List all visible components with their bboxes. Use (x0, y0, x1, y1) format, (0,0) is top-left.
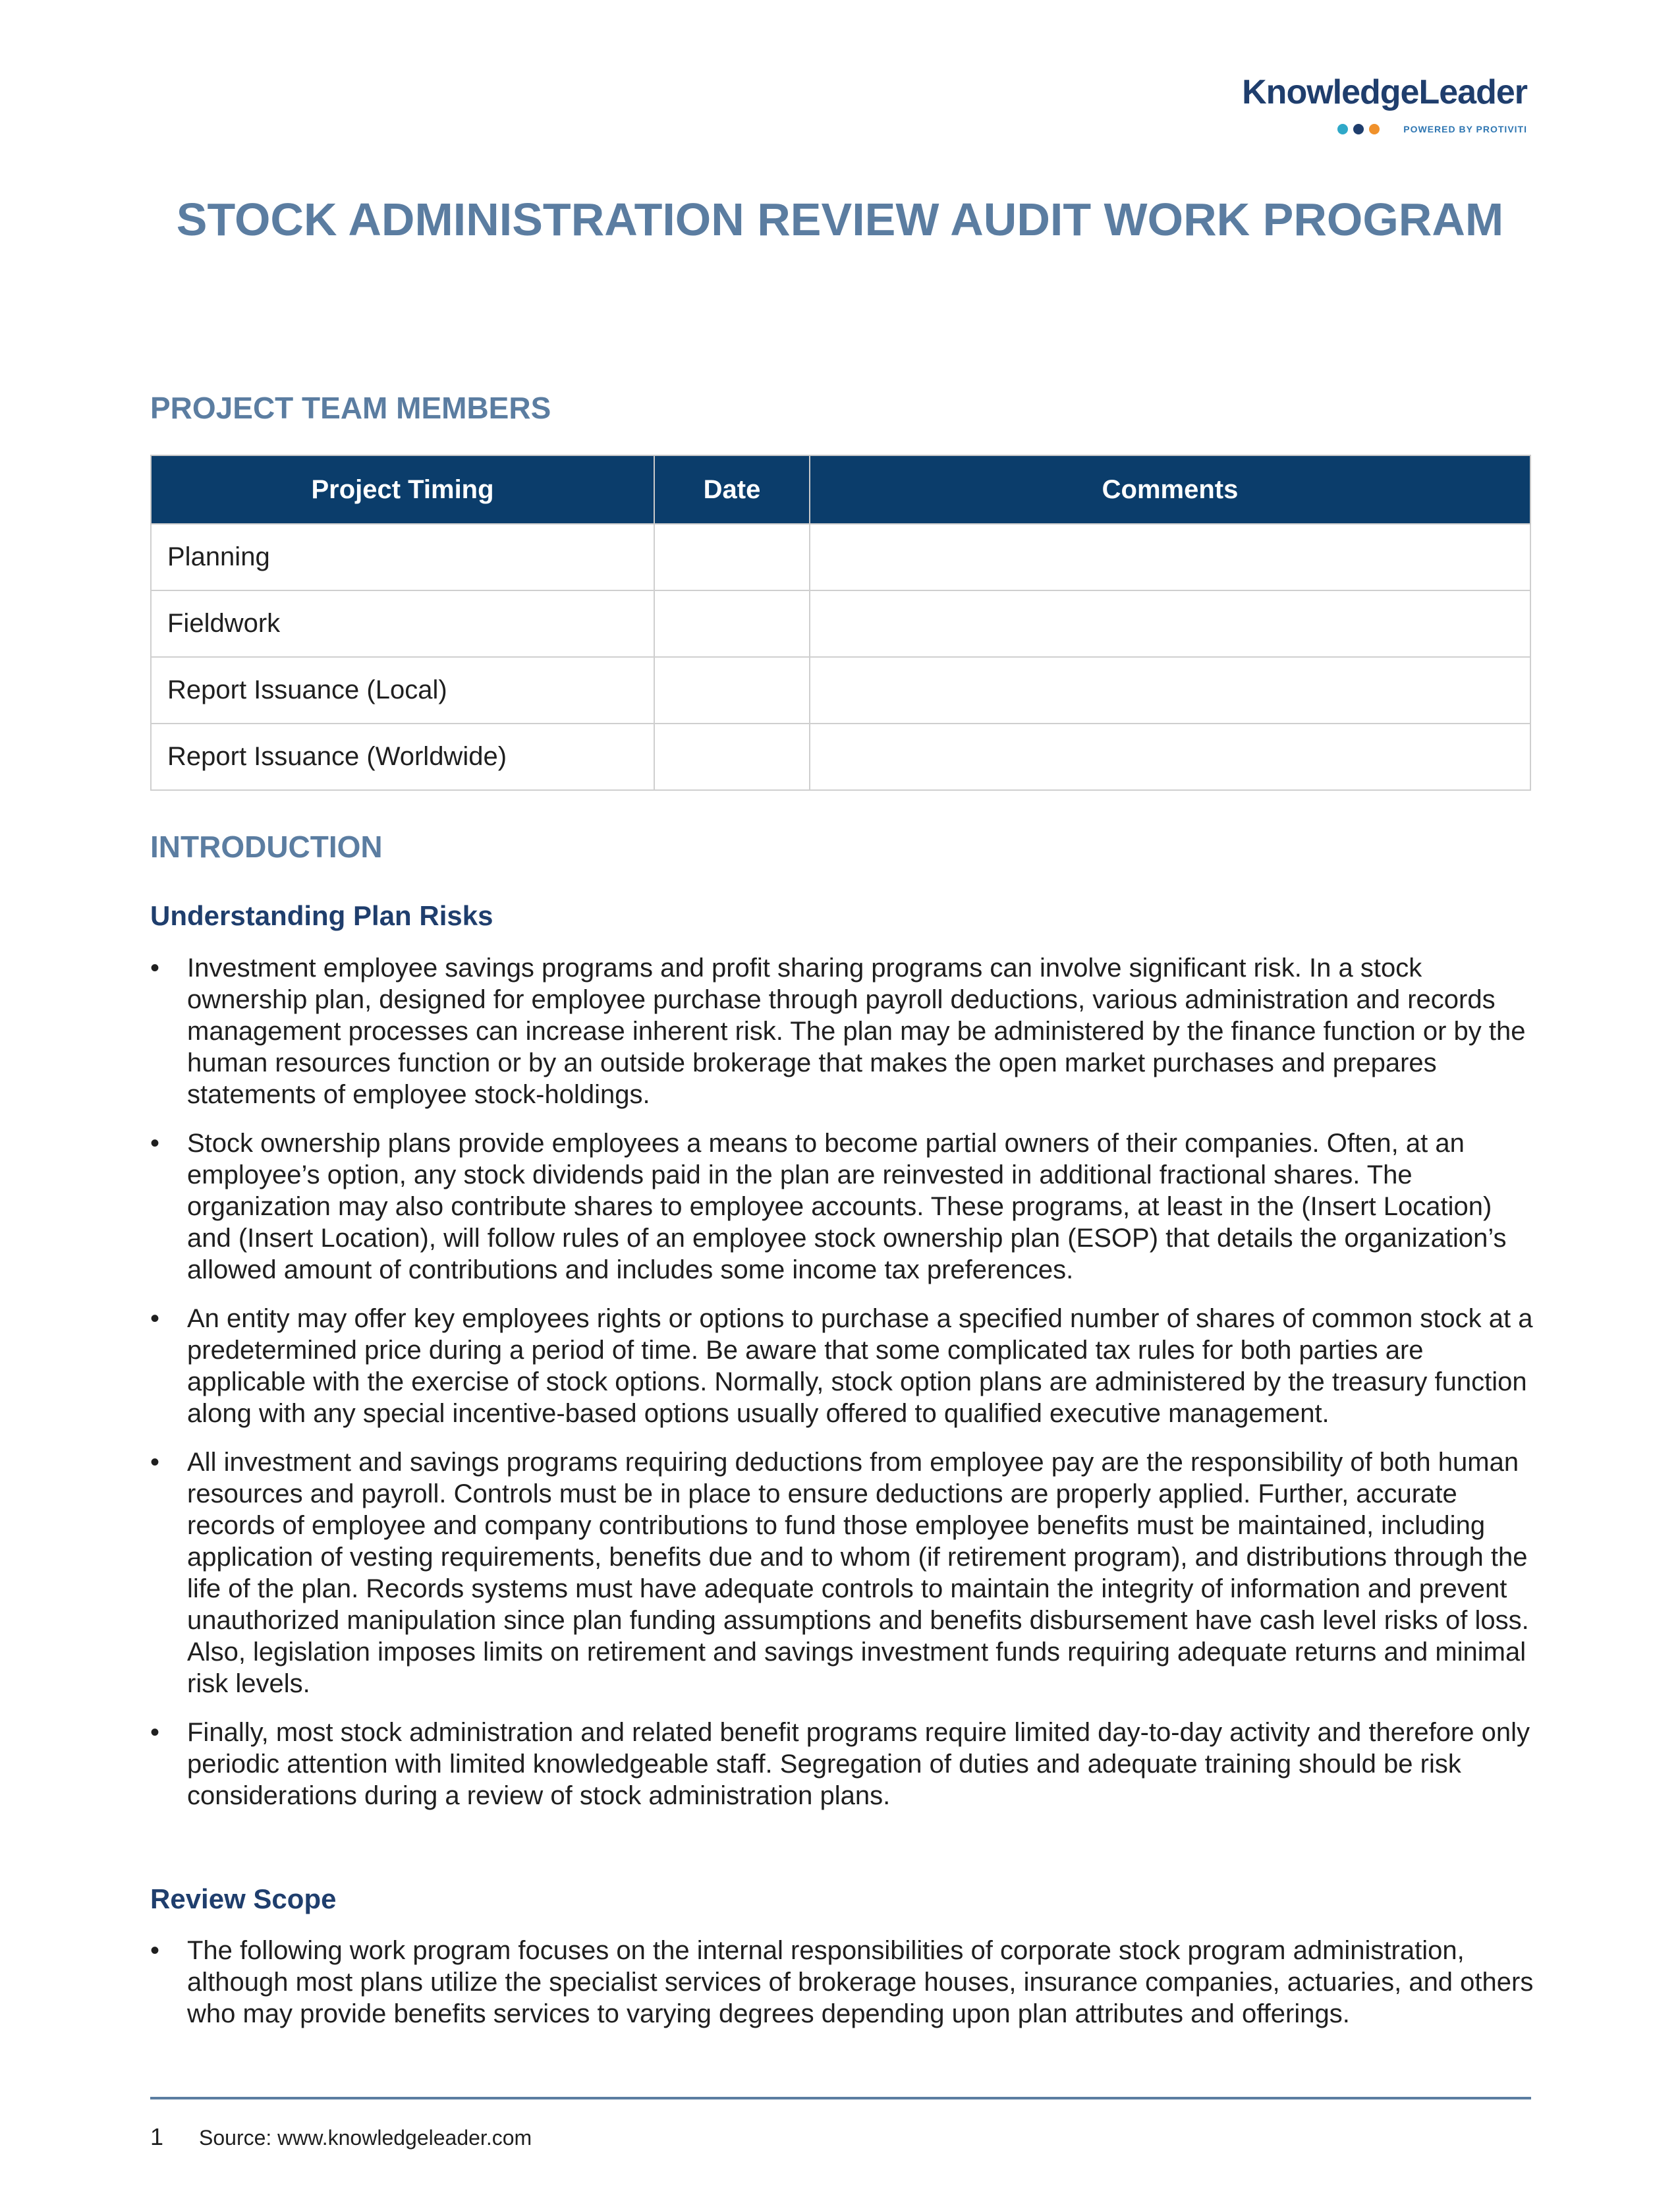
table-cell (654, 657, 810, 724)
page-number: 1 (150, 2123, 164, 2150)
table-row (151, 657, 1530, 724)
brand-dots-icon (1337, 124, 1380, 134)
source-note: Source: www.knowledgeleader.com (199, 2126, 532, 2150)
footer-divider (150, 2097, 1531, 2099)
table-header-row (151, 455, 1530, 524)
list-item (150, 1717, 1534, 1812)
table-row (151, 590, 1530, 657)
table-cell: Report Issuance (Local) (151, 657, 654, 724)
table-cell (654, 724, 810, 790)
brand-tagline: POWERED BY PROTIVITI (1403, 124, 1527, 134)
scope-heading: Review Scope (150, 1883, 337, 1914)
table-cell (810, 724, 1530, 790)
table-row (151, 724, 1530, 790)
bullet-icon: • (150, 954, 160, 983)
table-cell (810, 524, 1530, 590)
list-item (150, 1446, 1534, 1699)
risks-list (150, 952, 1534, 1812)
column-header: Comments (810, 455, 1530, 524)
list-item (150, 1303, 1534, 1429)
brand-name: KnowledgeLeader (1242, 73, 1527, 111)
table-cell (654, 590, 810, 657)
risks-heading: Understanding Plan Risks (150, 900, 493, 931)
column-header: Project Timing (151, 455, 654, 524)
table-cell: Planning (151, 524, 654, 590)
bullet-icon: • (150, 1448, 160, 1477)
list-item (150, 1935, 1534, 2030)
brand-logo (1218, 72, 1527, 134)
bullet-icon: • (150, 1936, 160, 1965)
table-cell (654, 524, 810, 590)
bullet-icon: • (150, 1304, 160, 1333)
team-heading: PROJECT TEAM MEMBERS (150, 391, 551, 425)
list-item-text: Finally, most stock administration and related benefit programs require limited day-to-day activity and therefore only periodic attention with limited knowledgeable staff. Segregation of duties and adequate training should be risk considerations during a review of stock administration plans. (187, 1718, 1530, 1810)
bullet-icon: • (150, 1718, 160, 1747)
column-header: Date (654, 455, 810, 524)
dot-icon (1353, 124, 1364, 134)
page-title: STOCK ADMINISTRATION REVIEW AUDIT WORK PROGRAM (176, 194, 1504, 245)
dot-icon (1337, 124, 1348, 134)
table-cell (810, 657, 1530, 724)
bullet-icon: • (150, 1129, 160, 1158)
scope-list (150, 1935, 1534, 2030)
intro-heading: INTRODUCTION (150, 830, 383, 864)
list-item-text: Stock ownership plans provide employees a means to become partial owners of their companies. Often, at an employee’s option, any stock dividends paid in the plan are reinvested in additional fractional shares. The organization may also contribute shares to employee accounts. These programs, at least in the (Insert Location) and (Insert Location), will follow rules of an employee stock ownership plan (ESOP) that details the organization’s allowed amount of contributions and includes some income tax preferences. (187, 1129, 1507, 1284)
dot-icon (1369, 124, 1380, 134)
list-item (150, 952, 1534, 1110)
table-cell (810, 590, 1530, 657)
list-item-text: All investment and savings programs requiring deductions from employee pay are the responsibility of both human resources and payroll. Controls must be in place to ensure deductions are properly applied. Further, accurate records of employee and company contributions to fund those employee benefits must be maintained, including application of vesting requirements, benefits due and to whom (if retirement program), and distributions through the life of the plan. Records systems must have adequate controls to maintain the integrity of information and prevent unauthorized manipulation since plan funding assumptions and benefits disbursement have cash level risks of loss. Also, legislation imposes limits on retirement and savings investment funds requiring adequate returns and minimal risk levels. (187, 1448, 1529, 1698)
table-row (151, 524, 1530, 590)
list-item-text: An entity may offer key employees rights or options to purchase a specified number of shares of common stock at a predetermined price during a period of time. Be aware that some complicated tax rules for both parties are applicable with the exercise of stock options. Normally, stock option plans are administered by the treasury function along with any special incentive-based options usually offered to qualified executive management. (187, 1304, 1533, 1428)
list-item-text: The following work program focuses on the internal responsibilities of corporate stock program administration, although most plans utilize the specialist services of brokerage houses, insurance companies, actuaries, and others who may provide benefits services to varying degrees depending upon plan attributes and offerings. (187, 1936, 1534, 2028)
timing-table (150, 455, 1531, 791)
table-cell: Report Issuance (Worldwide) (151, 724, 654, 790)
list-item (150, 1127, 1534, 1286)
table-cell: Fieldwork (151, 590, 654, 657)
list-item-text: Investment employee savings programs and profit sharing programs can involve significant risk. In a stock ownership plan, designed for employee purchase through payroll deductions, various administration and records management processes can increase inherent risk. The plan may be administered by the finance function or by the human resources function or by an outside brokerage that makes the open market purchases and prepares statements of employee stock-holdings. (187, 954, 1526, 1109)
